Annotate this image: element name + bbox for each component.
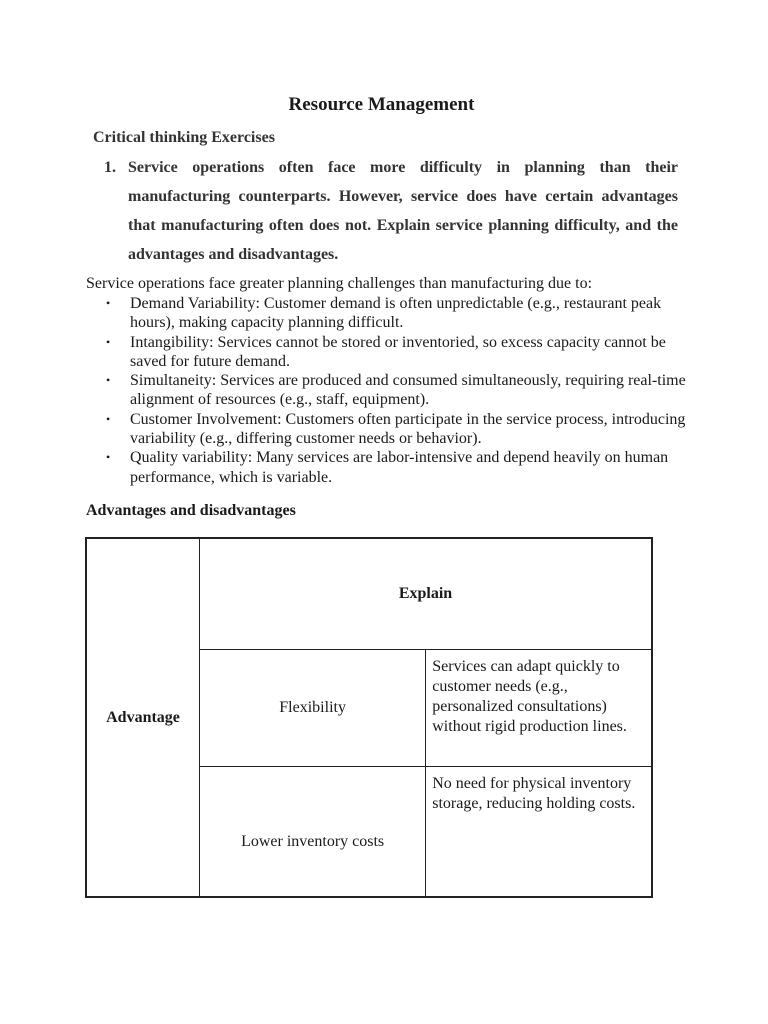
list-item: [106, 294, 686, 333]
bullet-icon: •: [106, 334, 111, 349]
list-item: [106, 410, 686, 449]
advantage-description: No need for physical inventory storage, reducing holding costs.: [432, 775, 636, 812]
list-item-text: Simultaneity: Services are produced and consumed simultaneously, requiring real-time alignment of resources (e.g., staff, equipment).: [130, 372, 686, 409]
bullet-icon: •: [106, 411, 111, 426]
list-item-text: Customer Involvement: Customers often participate in the service process, introducing variability (e.g., differing customer needs or behavior).: [130, 410, 686, 448]
section-heading: Advantages and disadvantages: [86, 502, 296, 519]
bullet-icon: •: [106, 373, 111, 388]
advantage-description: Services can adapt quickly to customer needs (e.g., personalized consultations) without rigid production lines.: [432, 658, 627, 735]
advantage-description-cell: [426, 650, 652, 767]
header-cell: [200, 538, 653, 650]
bullet-icon: •: [106, 296, 111, 310]
list-item-text: Demand Variability: Customer demand is often unpredictable (e.g., restaurant peak hours), making capacity planning difficult.: [130, 295, 662, 332]
advantage-description-cell: [426, 767, 652, 898]
advantage-name-cell: [200, 767, 426, 898]
challenge-list: [106, 294, 686, 487]
advantages-table: [85, 537, 653, 898]
list-item: [106, 371, 686, 410]
table-header: Explain: [398, 585, 453, 602]
question-number: 1.: [104, 159, 116, 176]
row-label-cell: [86, 538, 200, 897]
table-row: [86, 538, 652, 650]
advantage-name-cell: [200, 650, 426, 767]
advantage-name: Flexibility: [279, 699, 346, 716]
intro-paragraph: Service operations face greater planning challenges than manufacturing due to:: [86, 275, 593, 292]
page-title: Resource Management: [288, 94, 475, 115]
row-label: Advantage: [106, 708, 180, 726]
list-item-text: Intangibility: Services cannot be stored or inventoried, so excess capacity cannot be saved for future demand.: [130, 333, 666, 370]
advantage-name: Lower inventory costs: [241, 832, 385, 850]
list-item: [106, 333, 686, 372]
list-item-text: Quality variability: Many services are labor-intensive and depend heavily on human performance, which is variable.: [130, 449, 669, 486]
list-item: [106, 448, 686, 487]
bullet-icon: •: [106, 450, 111, 465]
question-text: Service operations often face more difficulty in planning than their manufacturing counterparts. However, service does have certain advantages that manufacturing often does not. Explain service planning difficulty, and the advantages and disadvantages.: [128, 159, 678, 263]
section-subtitle: Critical thinking Exercises: [93, 129, 275, 146]
question-item: [104, 153, 678, 269]
